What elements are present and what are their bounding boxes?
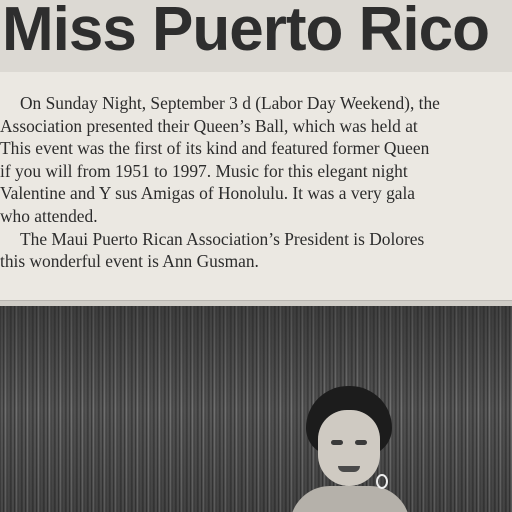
face — [318, 410, 380, 486]
eye — [355, 440, 367, 445]
earring — [376, 474, 388, 489]
headline-band — [0, 0, 512, 72]
article-line: Association presented their Queen’s Ball, which was held at — [0, 115, 418, 136]
article-line: The Maui Puerto Rican Association’s President is Dolores — [20, 228, 425, 249]
headline: Miss Puerto Rico — [2, 0, 489, 64]
woman-portrait — [300, 386, 400, 512]
article-line: who attended. — [0, 205, 98, 226]
eye — [331, 440, 343, 445]
news-photo — [0, 306, 512, 512]
mouth — [338, 466, 360, 472]
article-line: This event was the first of its kind and featured former Queen — [0, 138, 430, 159]
article-line: if you will from 1951 to 1997. Music for this elegant night — [0, 160, 408, 181]
article-line: On Sunday Night, September 3 d (Labor Day Weekend), the — [20, 93, 440, 113]
article-body — [0, 92, 512, 273]
article-line: this wonderful event is Ann Gusman. — [0, 251, 259, 272]
article-line: Valentine and Y sus Amigas of Honolulu. It was a very gala — [0, 183, 416, 204]
shoulders — [290, 486, 410, 512]
